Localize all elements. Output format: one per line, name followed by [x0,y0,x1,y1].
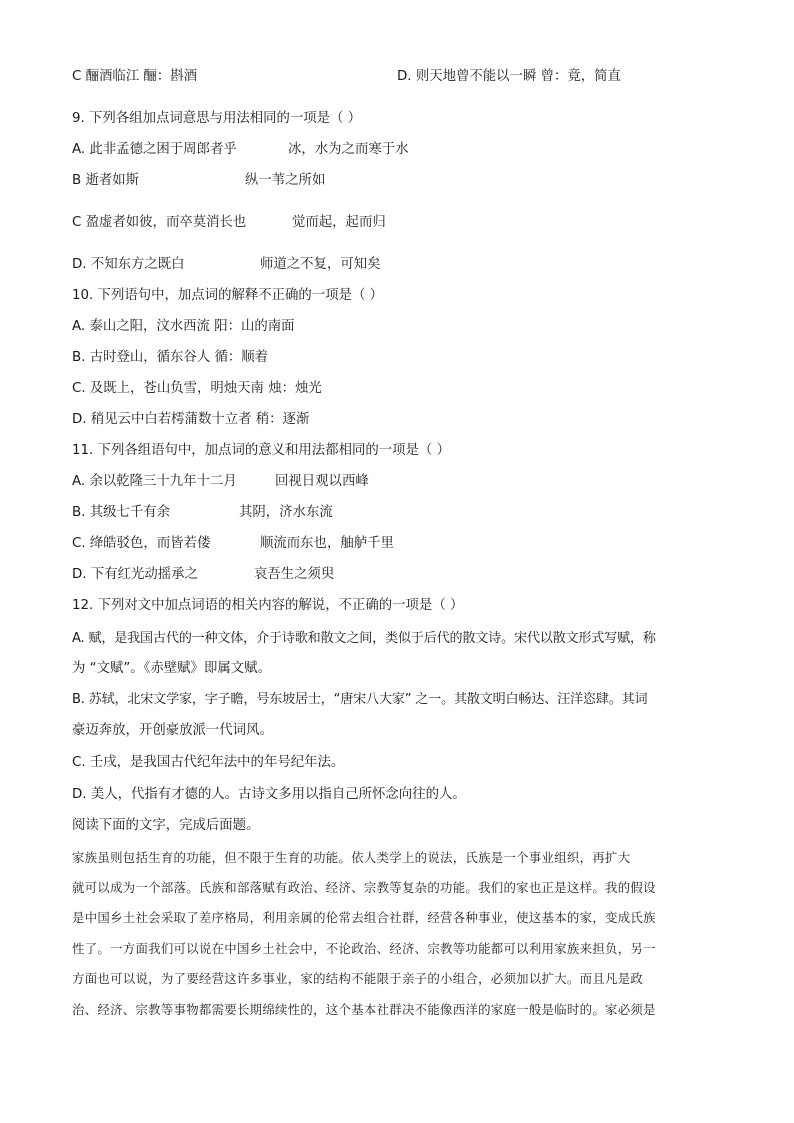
q11-option-b-right: 其阴，济水东流 [239,505,333,520]
q9-option-d-left: D. 不知东方之既白 [72,257,185,272]
q11-option-c-left: C. 绛皓驳色，而皆若偻 [72,536,211,551]
passage-line-3: 是中国乡土社会采取了差序格局，利用亲属的伦常去组合社群，经营各种事业，使这基本的家，变成氏族 [72,910,656,925]
q11-option-b-left: B. 其级七千有余 [72,505,171,520]
passage-line-4: 性了。一方面我们可以说在中国乡土社会中，不论政治、经济、宗教等功能都可以利用家族来担负，另一 [72,941,656,956]
q11-option-c [72,535,394,553]
passage-line-6: 治、经济、宗教等事物都需要长期绵续性的，这个基本社群决不能像西洋的家庭一般是临时的。家必须是 [72,1002,656,1017]
q9-option-c [72,214,386,232]
q11-stem: 11. 下列各组语句中，加点词的意义和用法都相同的一项是（ ） [72,443,450,458]
q11-option-c-right: 顺流而东也，舳舻千里 [260,536,394,551]
q9-option-a [72,141,409,159]
q11-option-a [72,473,369,491]
reading-instruction: 阅读下面的文字，完成后面题。 [72,818,260,833]
q9-option-a-right: 冰，水为之而寒于水 [288,142,409,157]
q8-option-c: C 酾酒临江 酾：斟酒 [72,69,197,84]
q12-option-c: C. 壬戌，是我国古代纪年法中的年号纪年法。 [72,755,345,770]
q9-option-d [72,256,381,274]
q9-stem: 9. 下列各组加点词意思与用法相同的一项是（ ） [72,111,362,126]
q11-option-a-right: 回视日观以西峰 [275,474,369,489]
q12-option-b-line1: B. 苏轼，北宋文学家，字子瞻，号东坡居士，“唐宋八大家” 之一。其散文明白畅达、汪洋恣肆。其词 [72,692,648,707]
passage-line-2: 就可以成为一个部落。氏族和部落赋有政治、经济、宗教等复杂的功能。我们的家也正是这样。我的假设 [72,880,656,895]
q11-option-d-right: 哀吾生之须臾 [254,567,335,582]
q9-option-d-right: 师道之不复，可知矣 [260,257,381,272]
q12-stem: 12. 下列对文中加点词语的相关内容的解说，不正确的一项是（ ） [72,598,464,613]
q10-option-d: D. 稍见云中白若樗蒲数十立者 稍：逐渐 [72,412,310,427]
q9-option-b-right: 纵一苇之所如 [245,173,326,188]
q12-option-d: D. 美人，代指有才德的人。古诗文多用以指自己所怀念向往的人。 [72,787,466,802]
passage-line-5: 方面也可以说，为了要经营这许多事业，家的结构不能限于亲子的小组合，必须加以扩大。而且凡是政 [72,971,644,986]
q9-option-b-left: B 逝者如斯 [72,173,140,188]
q9-option-c-right: 觉而起，起而归 [292,215,386,230]
q10-option-b: B. 古时登山，循东谷人 循：顺着 [72,350,269,365]
q10-option-a: A. 泰山之阳，汶水西流 阳：山的南面 [72,319,295,334]
q11-option-d-left: D. 下有红光动摇承之 [72,567,198,582]
q9-option-c-left: C 盈虚者如彼，而卒莫消长也 [72,215,247,230]
q9-option-a-left: A. 此非孟德之困于周郎者乎 [72,142,237,157]
q11-option-d [72,566,335,584]
q12-option-b-line2: 豪迈奔放，开创豪放派一代词风。 [72,723,273,738]
q10-option-c: C. 及既上，苍山负雪，明烛天南 烛：烛光 [72,381,322,396]
passage-line-1: 家族虽则包括生育的功能，但不限于生育的功能。依人类学上的说法，氏族是一个事业组织，再扩大 [72,850,631,865]
q8-option-d: D. 则天地曾不能以一瞬 曾：竟，简直 [397,69,621,84]
q11-option-a-left: A. 余以乾隆三十九年十二月 [72,474,237,489]
q12-option-a-line1: A. 赋，是我国古代的一种文体，介于诗歌和散文之间，类似于后代的散文诗。宋代以散文形式写赋，称 [72,631,656,646]
q10-stem: 10. 下列语句中，加点词的解释不正确的一项是（ ） [72,288,384,303]
q9-option-b [72,172,326,190]
q12-option-a-line2: 为 “文赋”。《赤壁赋》即属文赋。 [72,661,271,676]
q11-option-b [72,504,333,522]
